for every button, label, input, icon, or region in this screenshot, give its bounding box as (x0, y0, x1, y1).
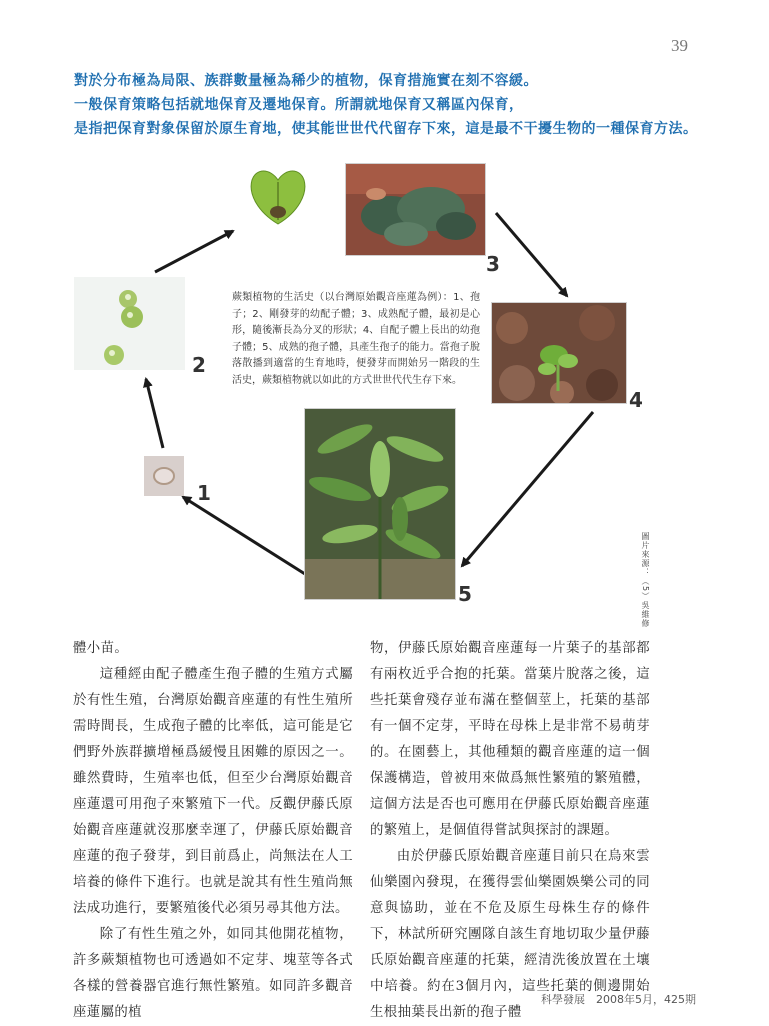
paragraph: 體小苗。 (73, 641, 129, 656)
page-number: 39 (671, 36, 688, 55)
photo-young-sporophyte (491, 302, 627, 404)
photo-spore (144, 456, 184, 496)
figure-caption: 蕨類植物的生活史（以台灣原始觀音座蓮為例）：1、孢子；2、剛發芽的幼配子體；3、成熟配子體，最初是心形，隨後漸長為分叉的形狀；4、自配子體上長出的幼孢子體；5、成熟的孢子體，具產生孢子的能力。當孢子脫落散播到適當的生育地時，便發芽而開始另一階段的生活史，蕨類植物就以如此的方式世世代代生存下來。 (232, 292, 480, 386)
step-label-5: 5 (458, 582, 472, 606)
arrow-1-to-2 (146, 379, 163, 448)
paragraph: 除了有性生殖之外，如同其他開花植物，許多蕨類植物也可透過如不定芽、塊莖等各式各樣的營養器官進行無性繁殖。如同許多觀音座蓮屬的植 (73, 927, 353, 1020)
arrow-4-to-5 (462, 412, 593, 566)
step-label-4: 4 (629, 388, 643, 412)
intro-line: 對於分布極為局限、族群數量極為稀少的植物，保育措施實在刻不容緩。 (74, 73, 538, 89)
paragraph: 這種經由配子體產生孢子體的生殖方式屬於有性生殖，台灣原始觀音座蓮的有性生殖所需時間長，生成孢子體的比率低，這可能是它們野外族群擴增極爲緩慢且困難的原因之一。雖然費時，生殖率也低，但至少台灣原始觀音座蓮還可用孢子來繁殖下一代。反觀伊藤氏原始觀音座蓮就沒那麼幸運了，伊藤氏原始觀音座蓮的孢子發芽，到目前爲止，尚無法在人工培養的條件下進行。也就是說其有性生殖尚無法成功進行，要繁殖後代必須另尋其他方法。 (73, 667, 353, 916)
intro-line: 是指把保育對象保留於原生育地，使其能世世代代留存下來，這是最不干擾生物的一種保育方法。 (74, 121, 698, 137)
photo-credit: 圖片來源：（5）吳維修 (641, 532, 650, 629)
left-column (73, 636, 353, 1026)
photo-mature-sporophyte (304, 408, 456, 600)
arrow-3-to-4 (496, 213, 567, 296)
arrow-5-to-1 (183, 497, 305, 574)
intro-line: 一般保育策略包括就地保育及遷地保育。所謂就地保育又稱區內保育， (74, 97, 524, 113)
footer: 科學發展 2008年5月，425期 (541, 993, 696, 1006)
step-label-3: 3 (486, 252, 500, 276)
step-label-1: 1 (197, 481, 211, 505)
paragraph: 物，伊藤氏原始觀音座蓮每一片葉子的基部都有兩枚近乎合抱的托葉。當葉片脫落之後，這些托葉會殘存並布滿在整個莖上，托葉的基部有一個不定芽，平時在母株上是非常不易萌芽的。在園藝上，其他種類的觀音座蓮的這一個保護構造，曾被用來做爲無性繁殖的繁殖體，這個方法是否也可應用在伊藤氏原始觀音座蓮的繁殖上，是個值得嘗試與探討的課題。 (370, 641, 650, 838)
right-column (370, 636, 650, 1026)
arrow-2-to-3 (155, 231, 233, 272)
photo-gametophyte-heart (246, 164, 310, 226)
photo-mature-gametophyte (345, 163, 486, 256)
step-label-2: 2 (192, 353, 206, 377)
paragraph: 由於伊藤氏原始觀音座蓮目前只在烏來雲仙樂園內發現，在獲得雲仙樂園娛樂公司的同意與協助，並在不危及原生母株生存的條件下，林試所研究團隊自該生育地切取少量伊藤氏原始觀音座蓮的托葉，經清洗後放置在土壤中培養。約在3個月內，這些托葉的側邊開始生根抽葉長出新的孢子體 (370, 849, 650, 1020)
photo-young-gametophyte (74, 277, 185, 370)
